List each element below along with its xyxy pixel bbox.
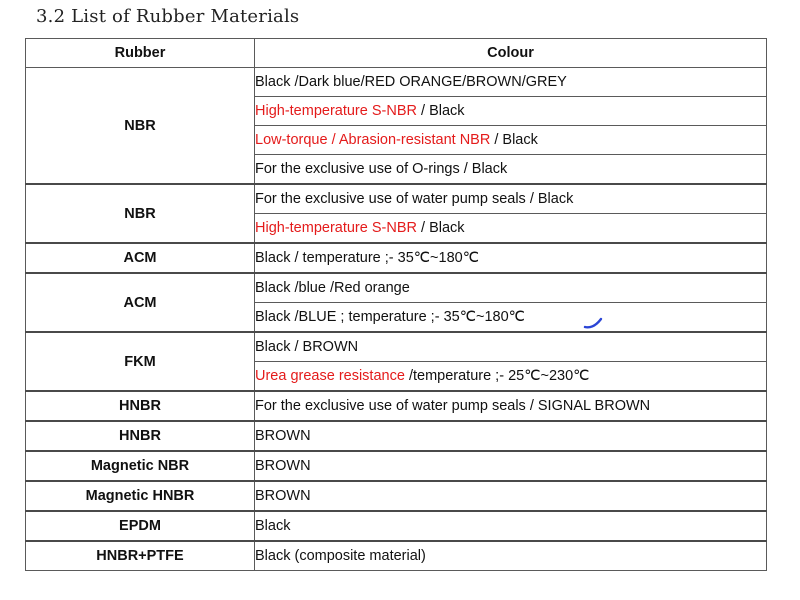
colour-cell [255, 155, 767, 185]
colour-cell [255, 391, 767, 421]
colour-cell [255, 303, 767, 333]
colour-cell [255, 273, 767, 303]
rubber-cell: HNBR+PTFE [26, 541, 255, 571]
rubber-cell: HNBR [26, 421, 255, 451]
rubber-cell: NBR [26, 184, 255, 243]
table-row [26, 541, 767, 571]
colour-cell [255, 421, 767, 451]
table-row [26, 332, 767, 362]
colour-cell [255, 97, 767, 126]
highlighted-colour-text: High-temperature S-NBR [255, 103, 417, 119]
colour-text: / Black [416, 220, 465, 236]
rubber-cell: Magnetic NBR [26, 451, 255, 481]
colour-cell [255, 126, 767, 155]
colour-text: BROWN [255, 428, 311, 444]
table-row [26, 511, 767, 541]
colour-cell [255, 451, 767, 481]
rubber-cell: ACM [26, 243, 255, 273]
colour-cell [255, 184, 767, 214]
table-row [26, 481, 767, 511]
rubber-materials-table [25, 38, 767, 571]
colour-text: Black /Dark blue/RED ORANGE/BROWN/GREY [255, 74, 567, 90]
colour-cell [255, 332, 767, 362]
table-row [26, 243, 767, 273]
colour-cell [255, 481, 767, 511]
rubber-cell: FKM [26, 332, 255, 391]
table-row [26, 451, 767, 481]
colour-cell [255, 214, 767, 244]
table-body [26, 68, 767, 571]
rubber-cell: NBR [26, 68, 255, 185]
rubber-cell: HNBR [26, 391, 255, 421]
rubber-cell: Magnetic HNBR [26, 481, 255, 511]
highlighted-colour-text: Urea grease resistance [255, 368, 405, 384]
colour-text: For the exclusive use of water pump seals / SIGNAL BROWN [255, 398, 651, 414]
colour-cell [255, 511, 767, 541]
colour-cell [255, 68, 767, 97]
colour-cell [255, 243, 767, 273]
colour-text: Black /blue /Red orange [255, 280, 410, 296]
header-colour: Colour [255, 39, 767, 68]
colour-text: /temperature ;- 25℃~230℃ [404, 368, 590, 384]
highlighted-colour-text: Low-torque / Abrasion-resistant NBR [255, 132, 491, 148]
colour-text: For the exclusive use of O-rings / Black [255, 161, 508, 177]
checkmark-icon [583, 316, 607, 330]
header-rubber: Rubber [26, 39, 255, 68]
colour-text: BROWN [255, 458, 311, 474]
table-row [26, 391, 767, 421]
colour-text: BROWN [255, 488, 311, 504]
colour-text: / Black [490, 132, 538, 148]
highlighted-colour-text: High-temperature S-NBR [255, 220, 417, 236]
rubber-cell: EPDM [26, 511, 255, 541]
colour-text: Black [255, 518, 291, 534]
colour-text: For the exclusive use of water pump seals / Black [255, 191, 574, 207]
colour-text: Black /BLUE ; temperature ;- 35℃~180℃ [255, 309, 525, 325]
colour-cell [255, 362, 767, 392]
colour-text: Black / BROWN [255, 339, 359, 355]
table-row [26, 68, 767, 97]
table-row [26, 273, 767, 303]
colour-text: Black (composite material) [255, 548, 426, 564]
table-header-row [26, 39, 767, 68]
colour-cell [255, 541, 767, 571]
colour-text: / Black [416, 103, 465, 119]
section-heading: 3.2 List of Rubber Materials [36, 6, 300, 27]
colour-text: Black / temperature ;- 35℃~180℃ [255, 250, 479, 266]
table-row [26, 184, 767, 214]
table-row [26, 421, 767, 451]
rubber-cell: ACM [26, 273, 255, 332]
